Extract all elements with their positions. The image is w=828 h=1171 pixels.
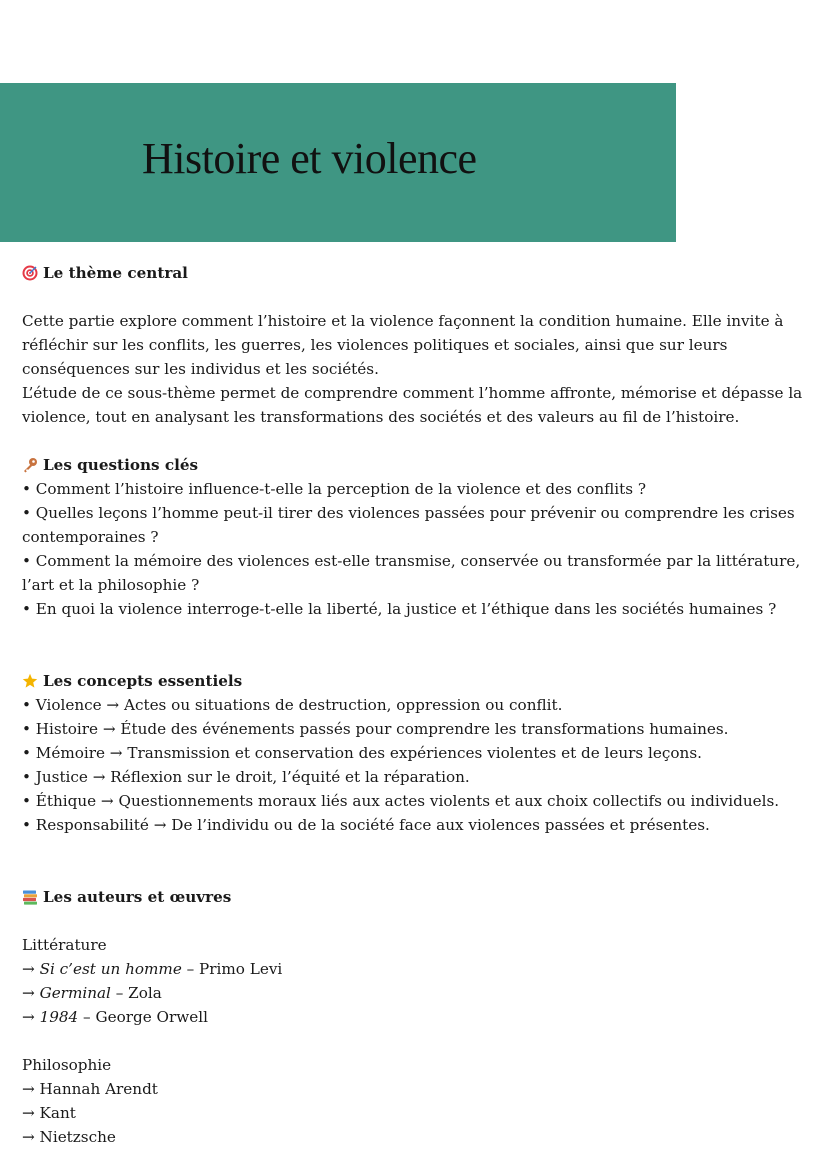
question-item: • Comment l’histoire influence-t-elle la perception de la violence et des conflits ? (22, 480, 647, 498)
section-heading-theme (22, 261, 812, 285)
work-title: Germinal (39, 984, 111, 1002)
work-author: – Zola (110, 984, 162, 1002)
concept-item: • Mémoire → Transmission et conservation des expériences violentes et de leurs leçons. (22, 744, 702, 762)
star-icon (22, 673, 38, 689)
work-author: – Primo Levi (181, 960, 283, 978)
literature-label: Littérature (22, 936, 107, 954)
section-heading-questions (22, 453, 812, 477)
concept-item: • Histoire → Étude des événements passés pour comprendre les transformations humaines. (22, 720, 729, 738)
question-item: • En quoi la violence interroge-t-elle la liberté, la justice et l’éthique dans les sociétés humaines ? (22, 600, 777, 618)
work-author: – George Orwell (78, 1008, 208, 1026)
key-icon (22, 457, 38, 473)
page-title: Histoire et violence (142, 134, 477, 183)
work-title: 1984 (39, 1008, 79, 1026)
question-item: • Quelles leçons l’homme peut-il tirer des violences passées pour prévenir ou comprendre les crises contemporaines ? (22, 504, 795, 546)
literature-work: → 1984 – George Orwell (22, 1008, 208, 1026)
concept-item: • Justice → Réflexion sur le droit, l’équité et la réparation. (22, 768, 470, 786)
concept-item: • Violence → Actes ou situations de destruction, oppression ou conflit. (22, 696, 563, 714)
section-heading-text: Les auteurs et œuvres (43, 888, 232, 906)
work-title: Si c’est un homme (39, 960, 182, 978)
literature-work: → Si c’est un homme – Primo Levi (22, 960, 283, 978)
section-heading-text: Les questions clés (43, 456, 199, 474)
theme-paragraph-2: L’étude de ce sous-thème permet de comprendre comment l’homme affronte, mémorise et dépasse la violence, tout en analysant les transformations des sociétés et des valeurs au fil de l’histoire. (22, 384, 803, 426)
question-item: • Comment la mémoire des violences est-elle transmise, conservée ou transformée par la littérature, l’art et la philosophie ? (22, 552, 801, 594)
section-heading-text: Les concepts essentiels (43, 672, 243, 690)
theme-paragraph-1: Cette partie explore comment l’histoire et la violence façonnent la condition humaine. Elle invite à réfléchir sur les conflits, les guerres, les violences politiques et sociales, ainsi que sur leurs conséquences sur les individus et les sociétés. (22, 312, 784, 378)
books-icon (22, 889, 38, 905)
concept-item: • Responsabilité → De l’individu ou de la société face aux violences passées et présentes. (22, 816, 710, 834)
philosopher-item: → Nietzsche (22, 1128, 116, 1146)
concept-item: • Éthique → Questionnements moraux liés aux actes violents et aux choix collectifs ou individuels. (22, 792, 780, 810)
document-body (22, 261, 812, 1149)
philosopher-item: → Kant (22, 1104, 76, 1122)
section-heading-authors (22, 885, 812, 909)
target-icon (22, 265, 38, 281)
philosopher-item: → Hannah Arendt (22, 1080, 158, 1098)
section-heading-concepts (22, 669, 812, 693)
section-heading-text: Le thème central (43, 264, 188, 282)
philosophy-label: Philosophie (22, 1056, 112, 1074)
literature-work: → Germinal – Zola (22, 984, 162, 1002)
